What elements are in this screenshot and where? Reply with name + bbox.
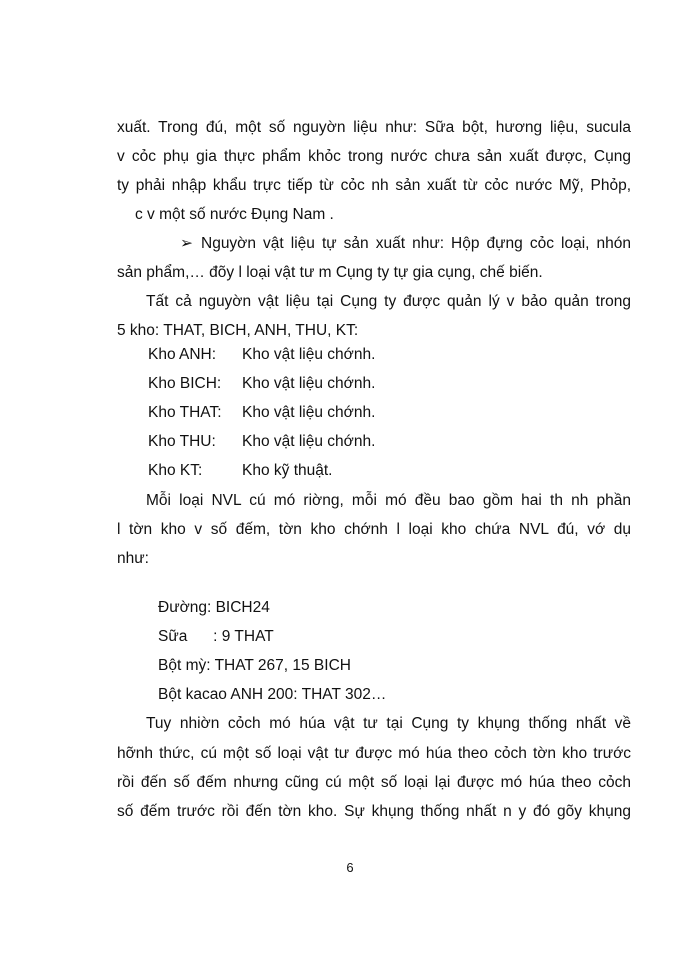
example-item: Sữa : 9 THAT <box>158 628 274 645</box>
paragraph-3-line-1: Mỗi loại NVL cú mó riờng, mỗi mó đều bao gồm hai th nh phần <box>146 492 631 509</box>
warehouse-code: Kho THAT: <box>148 404 222 421</box>
paragraph-1-line-2: v cỏc phụ gia thực phẩm khỏc trong nước chưa sản xuất được, Cụng <box>117 148 631 165</box>
bullet-line-2: sản phẩm,… đõy l loại vật tư m Cụng ty tự gia cụng, chế biến. <box>117 264 543 281</box>
arrow-bullet-icon: ➢ <box>180 235 193 252</box>
warehouse-item <box>148 374 375 394</box>
bullet-line-1 <box>180 234 631 254</box>
warehouse-item <box>148 403 375 423</box>
warehouse-desc: Kho vật liệu chớnh. <box>242 433 376 450</box>
bullet-text-1: Nguyờn vật liệu tự sản xuất như: Hộp đựng cỏc loại, nhón <box>201 235 631 252</box>
paragraph-2-line-2: 5 kho: THAT, BICH, ANH, THU, KT: <box>117 322 359 339</box>
paragraph-1-line-4: c v một số nước Đụng Nam . <box>135 206 334 223</box>
paragraph-1-line-3: ty phải nhập khẩu trực tiếp từ cỏc nh sản xuất từ cỏc nước Mỹ, Phỏp, <box>117 177 631 194</box>
warehouse-desc: Kho vật liệu chớnh. <box>242 346 376 363</box>
warehouse-desc: Kho vật liệu chớnh. <box>242 375 376 392</box>
warehouse-code: Kho BICH: <box>148 375 222 392</box>
paragraph-4-line-4: số đếm trước rồi đến tờn kho. Sự khụng thống nhất n y đó gõy khụng <box>117 803 631 820</box>
page-number: 6 <box>346 860 354 875</box>
example-item: Bột mỳ: THAT 267, 15 BICH <box>158 657 351 674</box>
warehouse-item <box>148 461 332 481</box>
example-item: Bột kacao ANH 200: THAT 302… <box>158 686 387 703</box>
warehouse-item <box>148 432 375 452</box>
paragraph-3-line-3: như: <box>117 550 149 567</box>
warehouse-code: Kho ANH: <box>148 346 217 363</box>
paragraph-1-line-1: xuất. Trong đú, một số nguyờn liệu như: Sữa bột, hương liệu, sucula <box>117 119 631 136</box>
paragraph-4-line-3: rồi đến số đếm nhưng cũng cú một số loại lại được mó húa theo cỏch <box>117 774 631 791</box>
paragraph-2-line-1: Tất cả nguyờn vật liệu tại Cụng ty được quản lý v bảo quản trong <box>146 293 631 310</box>
warehouse-item <box>148 345 375 365</box>
warehouse-code: Kho THU: <box>148 433 216 450</box>
warehouse-desc: Kho kỹ thuật. <box>242 462 333 479</box>
paragraph-4-line-2: hỡnh thức, cú một số loại vật tư được mó húa theo cỏch tờn kho trước <box>117 745 631 762</box>
warehouse-desc: Kho vật liệu chớnh. <box>242 404 376 421</box>
paragraph-4-line-1: Tuy nhiờn cỏch mó húa vật tư tại Cụng ty khụng thống nhất về <box>146 715 631 732</box>
warehouse-code: Kho KT: <box>148 462 203 479</box>
paragraph-3-line-2: l tờn kho v số đếm, tờn kho chớnh l loại kho chứa NVL đú, vớ dụ <box>117 521 631 538</box>
example-item: Đường: BICH24 <box>158 599 270 616</box>
